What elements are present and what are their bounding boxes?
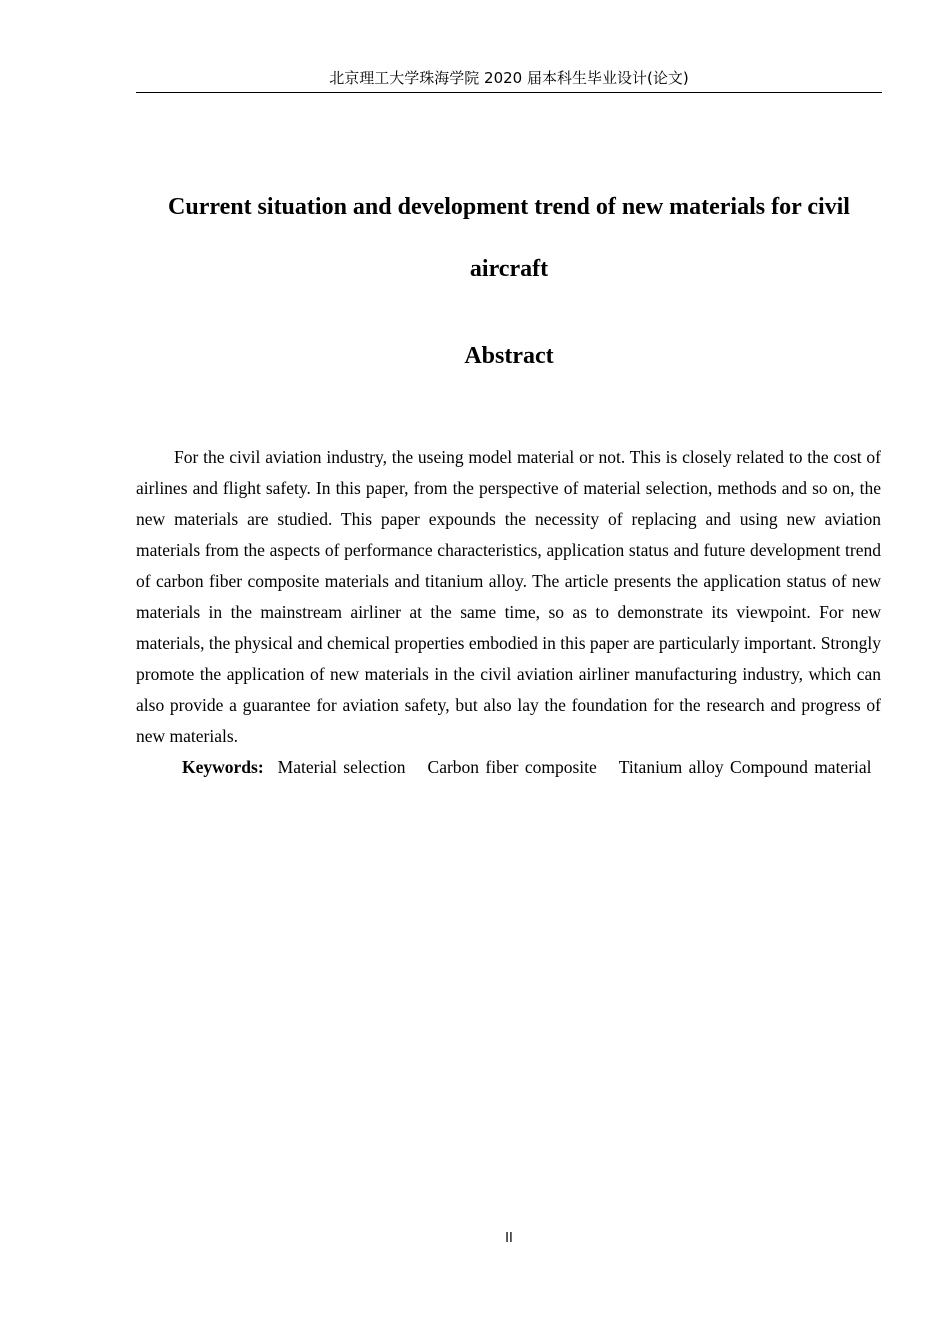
header-text: 北京理工大学珠海学院 2020 届本科生毕业设计(论文) [329,69,689,87]
abstract-body: For the civil aviation industry, the useing model material or not. This is closely related to the cost of airlines and flight safety. In this paper, from the perspective of material selection, methods and so on, the new materials are studied. This paper expounds the necessity of replacing and using new aviation materials from the aspects of performance characteristics, application status and future development trend of carbon fiber composite materials and titanium alloy. The article presents the application status of new materials in the mainstream airliner at the same time, so as to demonstrate its viewpoint. For new materials, the physical and chemical properties embodied in this paper are particularly important. Strongly promote the application of new materials in the civil aviation airliner manufacturing industry, which can also provide a guarantee for aviation safety, but also lay the foundation for the research and progress of new materials. [136,447,881,746]
page-header [136,66,882,93]
abstract-heading: Abstract [464,343,554,369]
keywords-label: Keywords: [182,757,264,777]
page-number: II [505,1231,513,1246]
keyword-item: Titanium alloy Compound material [618,757,872,777]
keyword-item: Material selection [277,757,406,777]
keywords-line [170,752,881,783]
paper-title: Current situation and development trend of new materials for civil aircraft [168,194,850,282]
keyword-item: Carbon fiber composite [427,757,597,777]
